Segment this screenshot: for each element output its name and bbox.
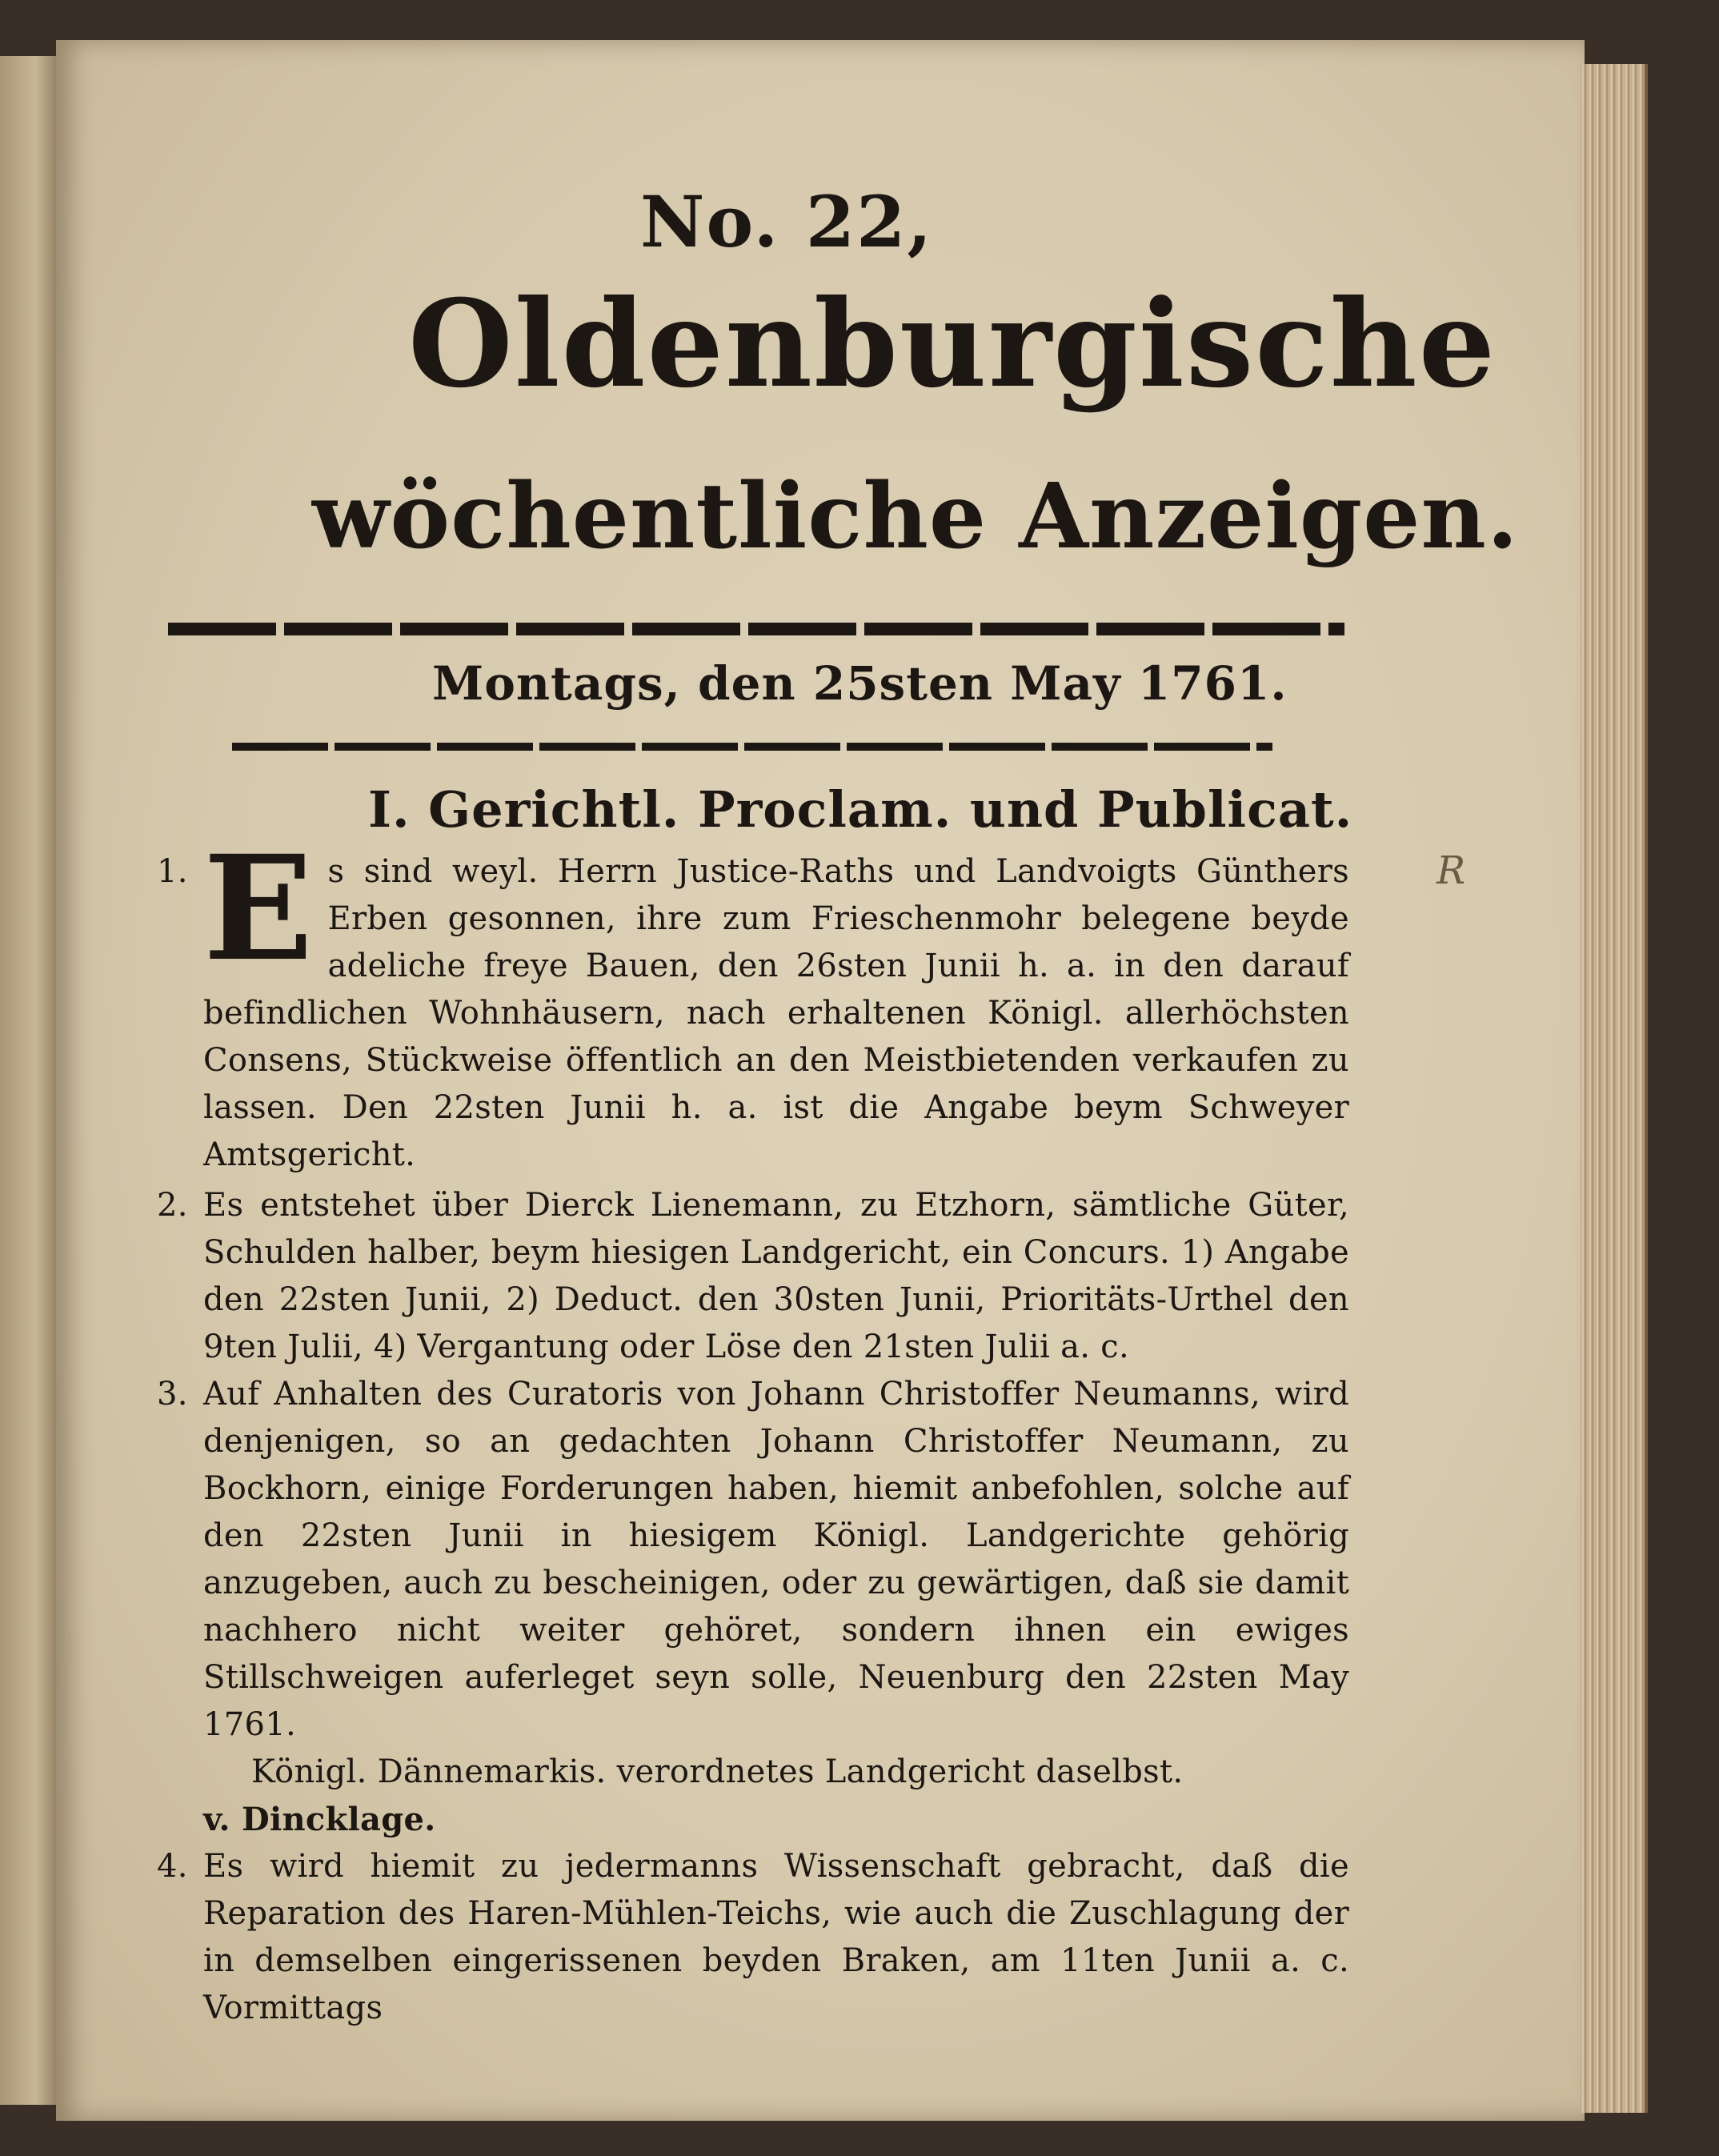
entry-number: 3. (157, 1376, 188, 1413)
entry-2 (157, 1182, 1349, 1371)
section-heading: I. Gerichtl. Proclam. und Publicat. (368, 780, 1353, 839)
dateline: Montags, den 25sten May 1761. (432, 656, 1288, 711)
page-stack-edge (1581, 64, 1648, 2113)
entry-text: Auf Anhalten des Curatoris von Johann Christoffer Neumanns, wird denjenigen, so an gedachten Johann Christoffer Neumann, zu Bockhorn, einige Forderungen haben, hiemit anbefohlen, solche auf den 22sten Junii in hiesigem Königl. Landgerichte gehörig anzugeben, auch zu bescheinigen, oder zu gewärtigen, daß sie damit nachhero nicht weiter gehöret, sondern ihnen ein ewiges Stillschweigen auferleget seyn solle, Neuenburg den 22sten May 1761. (203, 1376, 1349, 1743)
dateline-rule (232, 743, 1272, 751)
entries-list (157, 824, 1349, 2032)
court-line: Königl. Dännemarkis. verordnetes Landgericht daselbst. (251, 1753, 1184, 1790)
signature-name: v. Dincklage. (203, 1801, 436, 1838)
entry-number: 4. (157, 1848, 188, 1885)
facing-page-edge (0, 56, 62, 2105)
pencil-margin-mark: R (1437, 848, 1466, 893)
entry-1 (157, 824, 1349, 1179)
entry-3 (157, 1371, 1349, 1843)
entry-number: 1. (157, 853, 188, 890)
entry-number: 2. (157, 1187, 188, 1224)
drop-cap: E (203, 824, 314, 993)
entry-text: s sind weyl. Herrn Justice-Raths und Landvoigts Günthers Erben gesonnen, ihre zum Frieschenmohr belegene beyde adeliche freye Bauen, den 26sten Junii h. a. in den darauf befindlichen Wohnhäusern, nach erhaltenen Königl. allerhöchsten Consens, Stückweise öffentlich an den Meistbietenden verkaufen zu lassen. Den 22sten Junii h. a. ist die Angabe beym Schweyer Amtsgericht. (203, 853, 1349, 1173)
masthead-subtitle: wöchentliche Anzeigen. (312, 464, 1519, 569)
entry-text: Es wird hiemit zu jedermanns Wissenschaft gebracht, daß die Reparation des Haren-Mühlen-Teichs, wie auch die Zuschlagung der in demselben eingerissenen beyden Braken, am 11ten Junii a. c. Vormittags (203, 1848, 1349, 2026)
masthead-rule (168, 623, 1344, 635)
entry-4 (157, 1843, 1349, 2032)
issue-number: No. 22, (640, 180, 933, 263)
entry-text: Es entstehet über Dierck Lienemann, zu Etzhorn, sämtliche Güter, Schulden halber, beym hiesigen Landgericht, ein Concurs. 1) Angabe den 22sten Junii, 2) Deduct. den 30sten Junii, Prioritäts-Urthel den 9ten Julii, 4) Vergantung oder Löse den 21sten Julii a. c. (203, 1187, 1349, 1365)
masthead-title: Oldenburgische (408, 274, 1497, 415)
